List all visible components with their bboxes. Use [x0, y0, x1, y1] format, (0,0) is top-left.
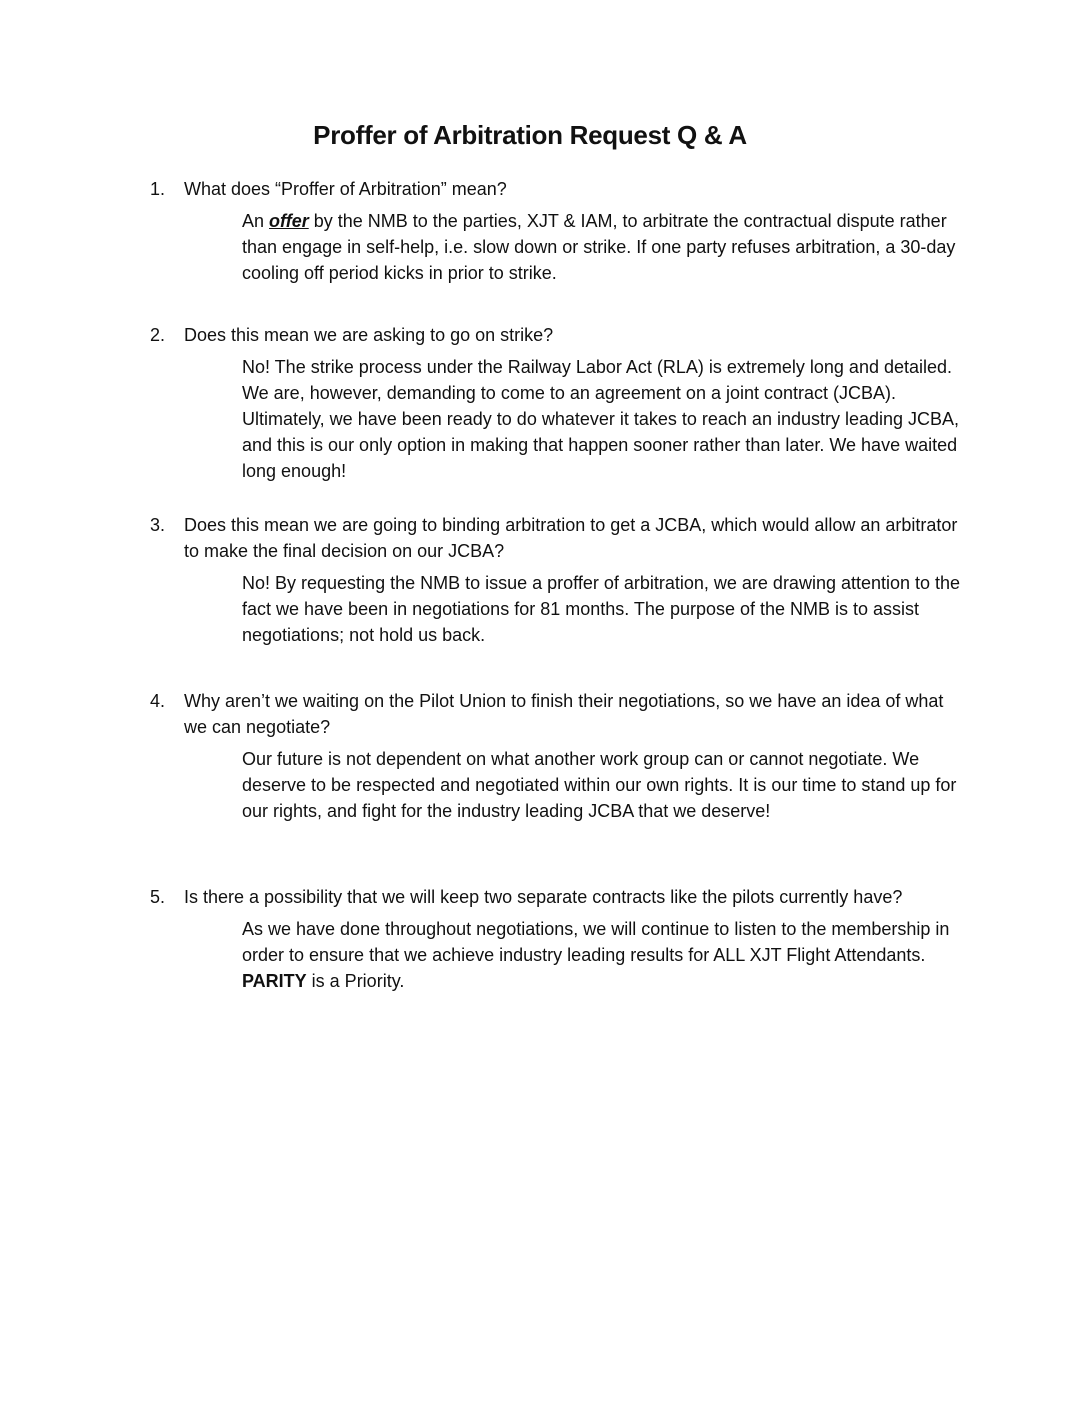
answer-1: [242, 208, 962, 286]
answer-5: [242, 916, 962, 994]
question-text: What does “Proffer of Arbitration” mean?: [184, 179, 507, 199]
answer-4: [242, 746, 962, 824]
question-number: 5.: [150, 887, 166, 907]
question-number: 1.: [150, 179, 166, 199]
qa-item-1: [150, 176, 970, 286]
question-text: Does this mean we are going to binding arbitration to get a JCBA, which would allow an arbitrator to make the final decision on our JCBA?: [184, 515, 958, 561]
emphasis-parity: PARITY: [242, 971, 307, 991]
qa-item-3: [150, 512, 970, 648]
answer-text: An: [242, 211, 270, 231]
qa-item-5: [150, 884, 970, 994]
answer-text: is a Priority.: [306, 971, 405, 991]
question-5: [150, 884, 970, 910]
answer-text: Our future is not dependent on what another work group can or cannot negotiate. We deserve to be respected and negotiated within our own rights. It is our time to stand up for our rights, and fight for the industry leading JCBA that we deserve!: [242, 749, 957, 821]
answer-2: [242, 354, 962, 484]
answer-text: by the NMB to the parties, XJT & IAM, to arbitrate the contractual dispute rather than engage in self-help, i.e. slow down or strike. If one party refuses arbitration, a 30-day cooling off period kicks in prior to strike.: [242, 211, 956, 283]
question-3: [150, 512, 970, 564]
qa-item-2: [150, 322, 970, 484]
answer-text: As we have done throughout negotiations, we will continue to listen to the membership in order to ensure that we achieve industry leading results for ALL XJT Flight Attendants.: [242, 919, 950, 965]
question-2: [150, 322, 970, 348]
emphasis-offer: offer: [269, 211, 309, 231]
question-number: 4.: [150, 691, 166, 711]
question-1: [150, 176, 970, 202]
question-number: 3.: [150, 515, 166, 535]
question-number: 2.: [150, 325, 166, 345]
document-title: Proffer of Arbitration Request Q & A: [313, 120, 747, 150]
answer-text: No! By requesting the NMB to issue a proffer of arbitration, we are drawing attention to the fact we have been in negotiations for 81 months. The purpose of the NMB is to assist negotiations; not hold us back.: [242, 573, 961, 645]
answer-3: [242, 570, 962, 648]
answer-text: No! The strike process under the Railway Labor Act (RLA) is extremely long and detailed. We are, however, demanding to come to an agreement on a joint contract (JCBA). Ultimately, we have been ready to do whatever it takes to reach an industry leading JCBA, and this is our only option in making that happen sooner rather than later. We have waited long enough!: [242, 357, 960, 481]
question-4: [150, 688, 970, 740]
qa-item-4: [150, 688, 970, 824]
question-text: Is there a possibility that we will keep two separate contracts like the pilots currently have?: [184, 887, 903, 907]
question-text: Why aren’t we waiting on the Pilot Union to finish their negotiations, so we have an idea of what we can negotiate?: [184, 691, 944, 737]
question-text: Does this mean we are asking to go on strike?: [184, 325, 554, 345]
